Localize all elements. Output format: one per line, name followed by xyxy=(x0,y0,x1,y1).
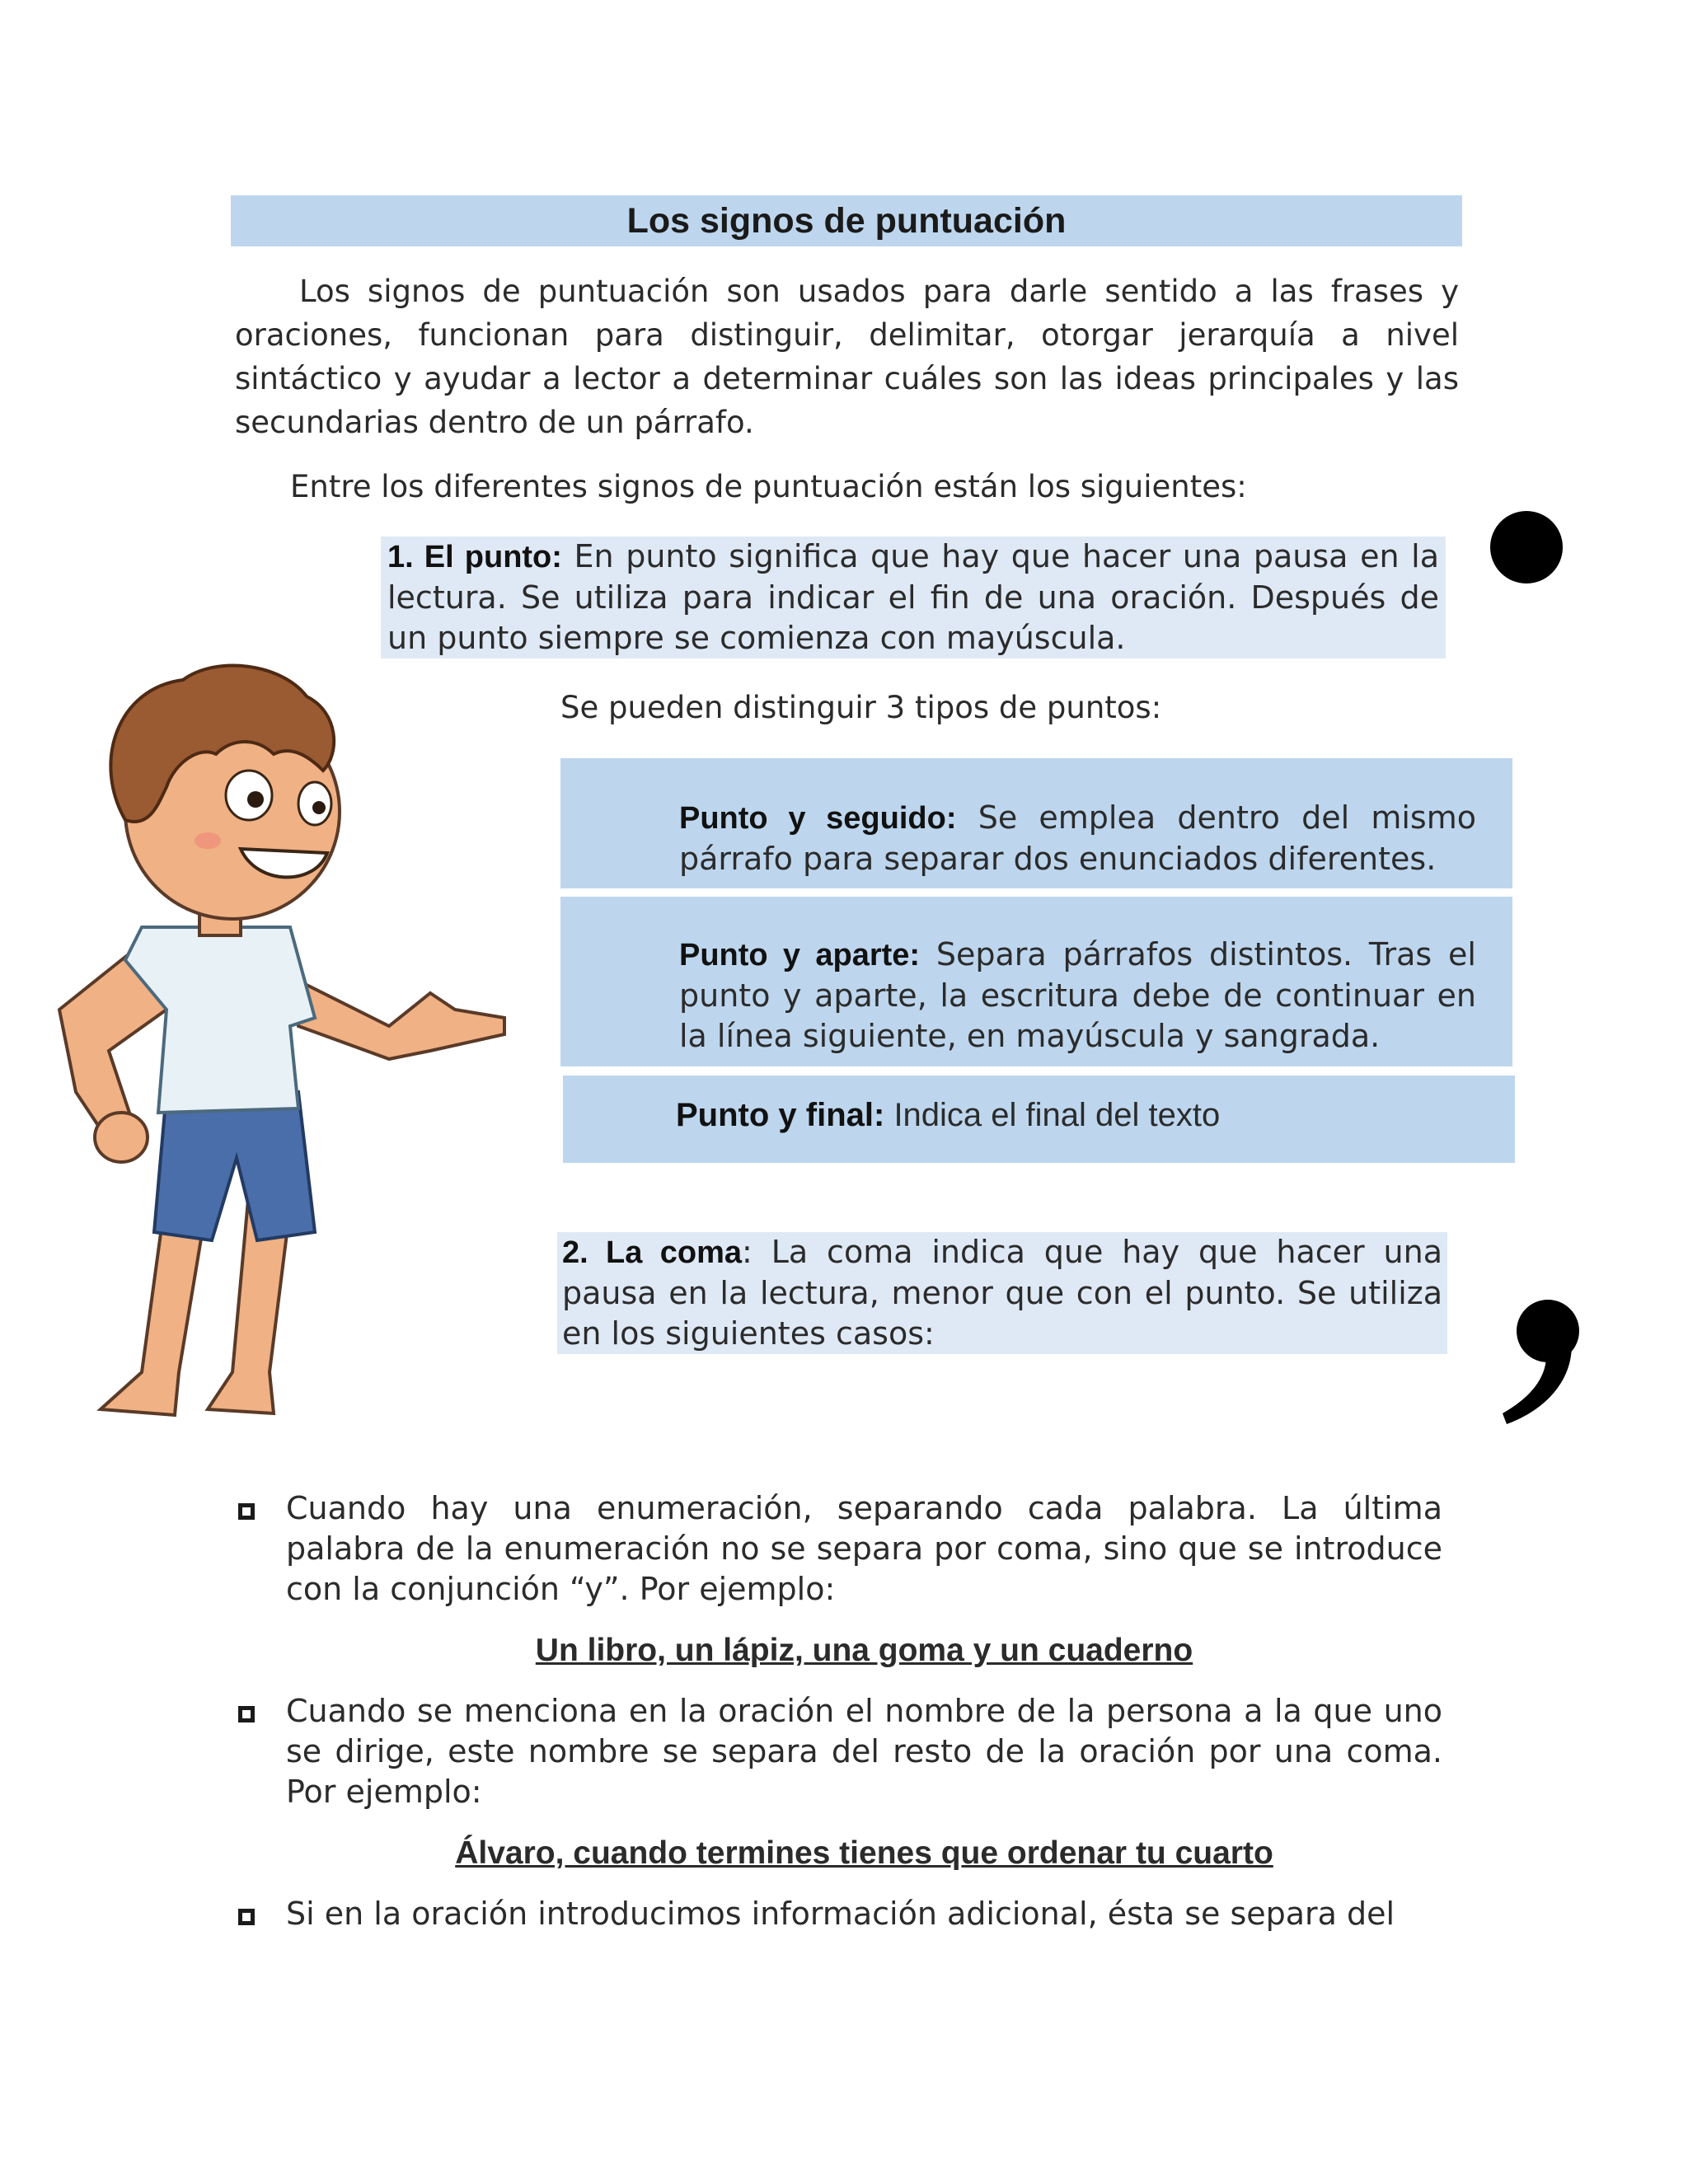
coma-text: : La coma indica que hay que hacer una pausa en la lectura, menor que con el punto. Se utiliza en los siguientes casos: xyxy=(562,1234,1442,1352)
list-item xyxy=(235,1691,1442,1812)
bullet-text: Cuando hay una enumeración, separando cada palabra. La última palabra de la enumeración no se separa por coma, sino que se introduce con la conjunción “y”. Por ejemplo: xyxy=(286,1490,1442,1607)
intro-text: Los signos de puntuación son usados para darle sentido a las frases y oraciones, funcionan para distinguir, delimitar, otorgar jerarquía a nivel sintáctico y ayudar a lector a determinar cuáles son las ideas principales y las secundarias dentro de un párrafo. xyxy=(235,274,1459,440)
list-item xyxy=(235,1894,1442,1934)
tipo-punto-final xyxy=(563,1076,1515,1163)
tipo-label: Punto y final: xyxy=(676,1097,885,1133)
comma-icon xyxy=(1498,1294,1589,1426)
title-bar xyxy=(231,195,1462,246)
example-text: Un libro, un lápiz, una goma y un cuaderno xyxy=(535,1633,1193,1668)
list-item xyxy=(235,1488,1442,1610)
tipo-text: Separa párrafos distintos. Tras el punto y aparte, la escritura debe de continuar en la línea siguiente, en mayúscula y sangrada. xyxy=(679,936,1476,1054)
bullet-list xyxy=(235,1488,1442,1934)
tipo-punto-seguido xyxy=(560,758,1512,888)
page-title: Los signos de puntuación xyxy=(626,201,1067,241)
entre-text: Entre los diferentes signos de puntuación están los siguientes: xyxy=(290,469,1247,504)
bullet-text: Si en la oración introducimos información adicional, ésta se separa del xyxy=(286,1896,1395,1932)
tipo-label: Punto y seguido: xyxy=(679,801,957,836)
tipos-intro: Se pueden distinguir 3 tipos de puntos: xyxy=(560,690,1162,725)
bullet-text: Cuando se menciona en la oración el nombre de la persona a la que uno se dirige, este nombre se separa del resto de la oración por una coma. Por ejemplo: xyxy=(286,1693,1442,1810)
tipo-text: Se emplea dentro del mismo párrafo para separar dos enunciados diferentes. xyxy=(679,799,1476,877)
boy-illustration xyxy=(43,663,521,1451)
punto-text: En punto significa que hay que hacer una pausa en la lectura. Se utiliza para indicar el fin de una oración. Después de un punto siempre se comienza con mayúscula. xyxy=(387,538,1439,656)
coma-label: 2. La coma xyxy=(562,1235,743,1270)
square-bullet-icon xyxy=(238,1909,255,1925)
period-dot-icon xyxy=(1490,511,1563,583)
intro-paragraph xyxy=(235,269,1459,444)
example-text: Álvaro, cuando termines tienes que ordenar tu cuarto xyxy=(455,1835,1273,1871)
punto-box xyxy=(381,537,1446,658)
tipo-punto-aparte xyxy=(560,897,1512,1066)
square-bullet-icon xyxy=(238,1503,255,1520)
coma-box xyxy=(557,1232,1447,1354)
square-bullet-icon xyxy=(238,1706,255,1722)
tipo-text: Indica el final del texto xyxy=(884,1097,1221,1133)
punto-label: 1. El punto: xyxy=(387,540,562,574)
tipo-label: Punto y aparte: xyxy=(679,938,921,972)
